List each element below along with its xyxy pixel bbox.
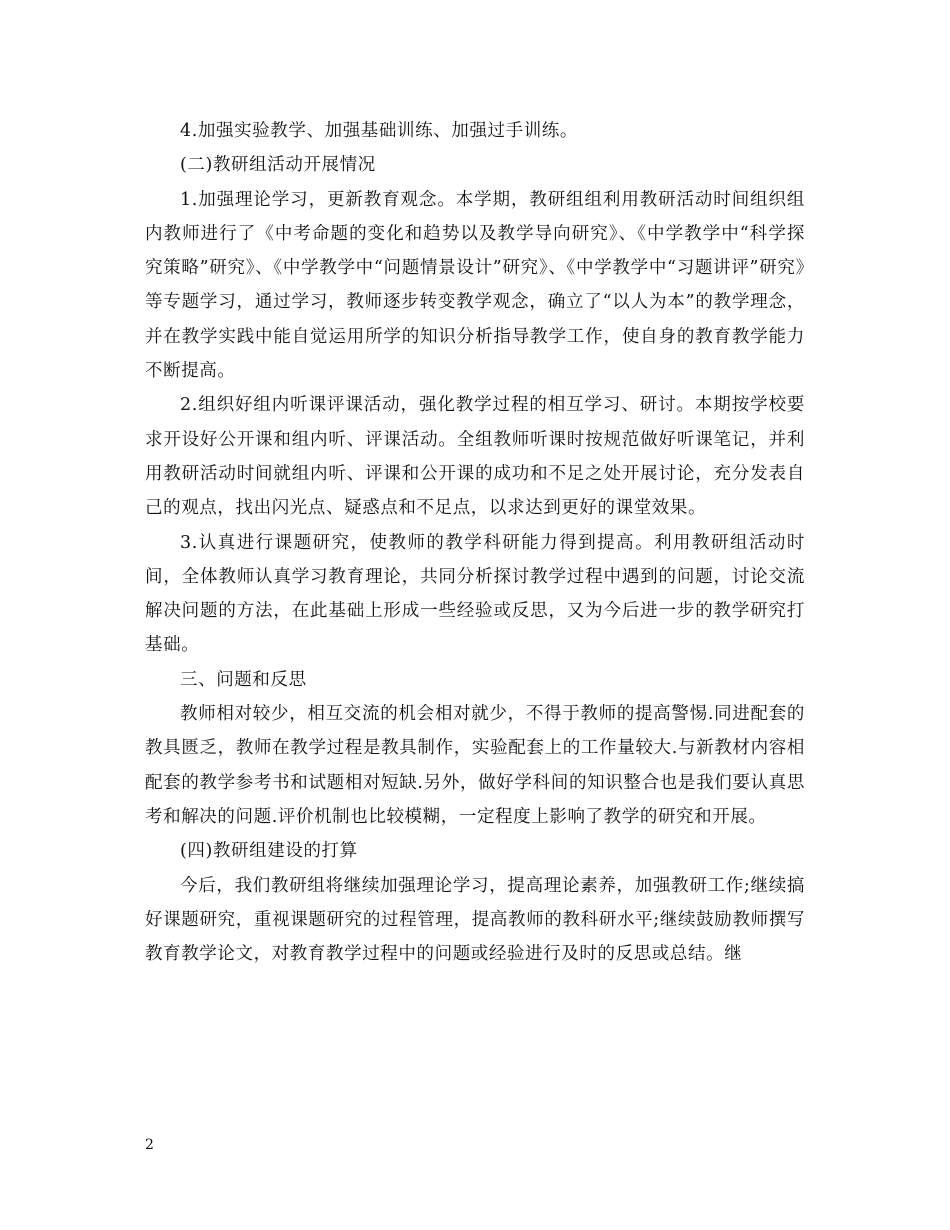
paragraph-topic-research: 3.认真进行课题研究，使教师的教学科研能力得到提高。利用教研组活动时间，全体教师认真学习教育理论，共同分析探讨教学过程中遇到的问题，讨论交流解决问题的方法，在此基础上形成一些经验或反思，又为今后进一步的教学研究打基础。: [145, 532, 805, 656]
document-body: [145, 114, 805, 971]
paragraph-theory-study: 1.加强理论学习，更新教育观念。本学期，教研组组利用教研活动时间组织组内教师进行了《中考命题的变化和趋势以及教学导向研究》、《中学教学中“科学探究策略”研究》、《中学教学中“问题情景设计”研究》、《中学教学中“习题讲评”研究》等专题学习，通过学习，教师逐步转变教学观念，确立了“以人为本”的教学理念，并在教学实践中能自觉运用所学的知识分析指导教学工作，使自身的教育教学能力不断提高。: [145, 189, 805, 382]
paragraph-lesson-observation: 2.组织好组内听课评课活动，强化教学过程的相互学习、研讨。本期按学校要求开设好公开课和组内听、评课活动。全组教师听课时按规范做好听课笔记，并利用教研活动时间就组内听、评课和公开课的成功和不足之处开展讨论，充分发表自己的观点，找出闪光点、疑惑点和不足点，以求达到更好的课堂效果。: [145, 395, 805, 519]
section-heading-problems-reflection: 三、问题和反思: [180, 669, 307, 690]
section-heading-research-activities: (二)教研组活动开展情况: [180, 155, 376, 176]
page-number: 2: [145, 1137, 154, 1153]
paragraph-problems: 教师相对较少，相互交流的机会相对就少，不得于教师的提高警惕.同进配套的教具匮乏，教师在教学过程是教具制作，实验配套上的工作量较大.与新教材内容相配套的教学参考书和试题相对短缺.另外，做好学科间的知识整合也是我们要认真思考和解决的问题.评价机制也比较模糊，一定程度上影响了教学的研究和开展。: [145, 704, 805, 827]
paragraph-item-4-heading: 4.加强实验教学、加强基础训练、加强过手训练。: [180, 121, 578, 141]
paragraph-future-plans: 今后，我们教研组将继续加强理论学习，提高理论素养，加强教研工作;继续搞好课题研究，重视课题研究的过程管理，提高教师的教科研水平;继续鼓励教师撰写教育教学论文，对教育教学过程中的问题或经验进行及时的反思或总结。继: [145, 875, 805, 965]
section-heading-future-plans: (四)教研组建设的打算: [180, 841, 358, 862]
